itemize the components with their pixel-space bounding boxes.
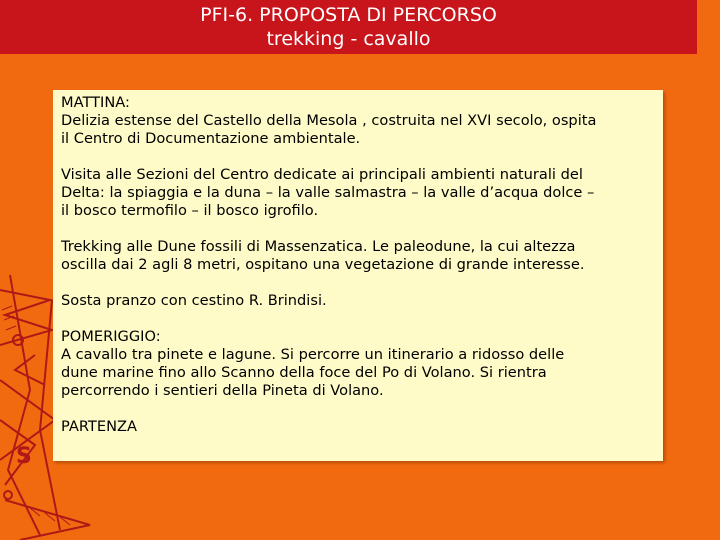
itinerary-line: percorrendo i sentieri della Pineta di Volano. [61, 382, 384, 399]
itinerary-paragraph [61, 418, 657, 436]
itinerary-paragraph [61, 166, 657, 220]
itinerary-paragraph [61, 292, 657, 310]
itinerary-line: Sosta pranzo con cestino R. Brindisi. [61, 292, 327, 309]
itinerary-paragraph [61, 238, 657, 274]
slide-subtitle: trekking - cavallo [266, 28, 431, 50]
itinerary-paragraph [61, 94, 657, 148]
itinerary-line: POMERIGGIO: [61, 328, 161, 345]
itinerary-line: PARTENZA [61, 418, 137, 435]
itinerary-paragraph [61, 328, 657, 400]
itinerary-line: il Centro di Documentazione ambientale. [61, 130, 361, 147]
itinerary-line: MATTINA: [61, 94, 130, 111]
itinerary-line: oscilla dai 2 agli 8 metri, ospitano una vegetazione di grande interesse. [61, 256, 585, 273]
slide-title-bar [0, 0, 697, 54]
itinerary-line: A cavallo tra pinete e lagune. Si percorre un itinerario a ridosso delle [61, 346, 565, 363]
itinerary-line: dune marine fino allo Scanno della foce del Po di Volano. Si rientra [61, 364, 547, 381]
itinerary-line: Visita alle Sezioni del Centro dedicate ai principali ambienti naturali del [61, 166, 583, 183]
compass-letter-s: S [16, 444, 32, 469]
itinerary-line: il bosco termofilo – il bosco igrofilo. [61, 202, 319, 219]
itinerary-line: Delta: la spiaggia e la duna – la valle salmastra – la valle d’acqua dolce – [61, 184, 595, 201]
itinerary-line: Delizia estense del Castello della Mesola , costruita nel XVI secolo, ospita [61, 112, 597, 129]
slide-title: PFI-6. PROPOSTA DI PERCORSO [200, 4, 497, 26]
itinerary-text-box [53, 90, 663, 461]
itinerary-line: Trekking alle Dune fossili di Massenzatica. Le paleodune, la cui altezza [61, 238, 576, 255]
